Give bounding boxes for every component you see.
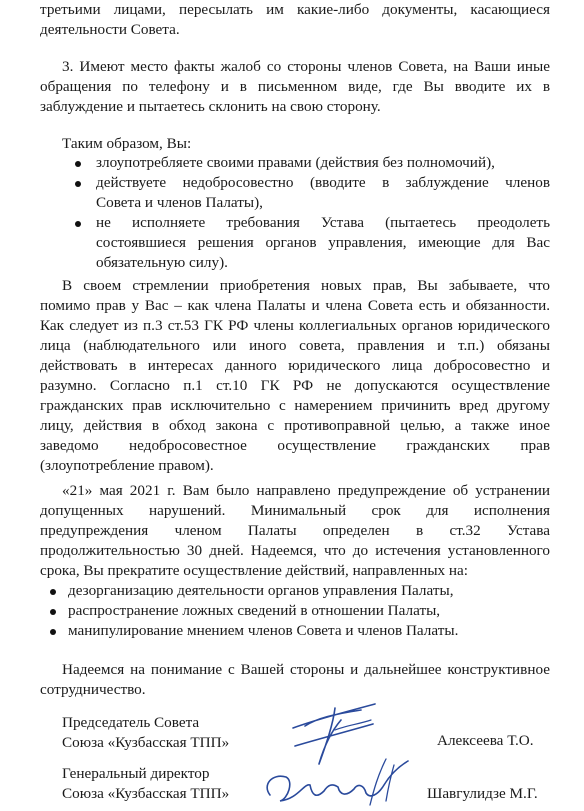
bullet-marker (75, 221, 81, 227)
closing-line-2: сотрудничество. (40, 681, 146, 698)
intro-line-1: третьими лицами, пересылать им какие-либо документы, касающиеся (40, 1, 550, 18)
point3-line-1: 3. Имеют место факты жалоб со стороны членов Совета, на Ваши иные (62, 58, 550, 75)
signature-2-image (258, 755, 418, 811)
rights-line-7: гражданских прав исключительно с намерением причинить вред другому (40, 397, 550, 414)
point3-line-3: заблуждение и пытаетесь склонить на свою сторону. (40, 98, 381, 115)
signer-2-name: Шавгулидзе М.Г. (427, 785, 538, 802)
rights-line-9: заведомо недобросовестное осуществление гражданских прав (40, 437, 550, 454)
bullet-marker (50, 609, 56, 615)
warning-bullet-3: манипулирование мнением членов Совета и членов Палаты. (68, 622, 459, 639)
rights-line-6: разумно. Согласно п.1 ст.10 ГК РФ не допускаются осуществление (40, 377, 550, 394)
rights-line-3: Как следует из п.3 ст.53 ГК РФ члены коллегиальных органов юридического (40, 317, 550, 334)
warning-line-1: «21» мая 2021 г. Вам было направлено предупреждение об устранении (62, 482, 550, 499)
rights-line-2: помимо прав у Вас – как члена Палаты и члена Совета есть и обязанности. (40, 297, 550, 314)
rights-line-1: В своем стремлении приобретения новых прав, Вы забываете, что (62, 277, 550, 294)
rights-line-8: лицу, действия в обход закона с противоправной целью, а также иное (40, 417, 550, 434)
warning-line-4: продолжительностью 30 дней. Надеемся, что до истечения установленного (40, 542, 550, 559)
warning-line-3: предупреждения членом Палаты определен в ст.32 Устава (40, 522, 550, 539)
intro-line-2: деятельности Совета. (40, 21, 180, 38)
signer-1-name: Алексеева Т.О. (437, 732, 534, 749)
summary-bullet-3-line-3: обязательную силу). (96, 254, 228, 271)
rights-line-5: действовать в интересах данного юридического лица добросовестно и (40, 357, 550, 374)
signer-1-title-line-1: Председатель Совета (62, 714, 200, 731)
rights-line-4: лица (наблюдательного или иного совета, правления и т.п.) обязаны (40, 337, 550, 354)
summary-bullet-3-line-2: состоявшиеся решения органов управления, имеющие для Вас (96, 234, 550, 251)
closing-line-1: Надеемся на понимание с Вашей стороны и дальнейшее конструктивное (62, 661, 550, 678)
warning-bullet-2: распространение ложных сведений в отношении Палаты, (68, 602, 441, 619)
summary-bullet-3-line-1: не исполняете требования Устава (пытаетесь преодолеть (96, 214, 550, 231)
summary-bullet-2-line-2: Совета и членов Палаты), (96, 194, 263, 211)
bullet-marker (50, 629, 56, 635)
point3-line-2: обращения по телефону и в письменном виде, где Вы вводите их в (40, 78, 550, 95)
bullet-marker (75, 161, 81, 167)
warning-bullet-1: дезорганизацию деятельности органов управления Палаты, (68, 582, 454, 599)
signer-2-title-line-1: Генеральный директор (62, 765, 210, 782)
warning-line-2: допущенных нарушений. Минимальный срок для исполнения (40, 502, 550, 519)
bullet-marker (50, 589, 56, 595)
summary-bullet-1: злоупотребляете своими правами (действия без полномочий), (96, 154, 495, 171)
bullet-marker (75, 181, 81, 187)
summary-lead: Таким образом, Вы: (62, 135, 192, 152)
warning-line-5: срока, Вы прекратите осуществление действий, направленных на: (40, 562, 469, 579)
rights-line-10: (злоупотребление правом). (40, 457, 214, 474)
signer-1-title-line-2: Союза «Кузбасская ТПП» (62, 734, 230, 751)
summary-bullet-2-line-1: действуете недобросовестно (вводите в заблуждение членов (96, 174, 550, 191)
signer-2-title-line-2: Союза «Кузбасская ТПП» (62, 785, 230, 802)
